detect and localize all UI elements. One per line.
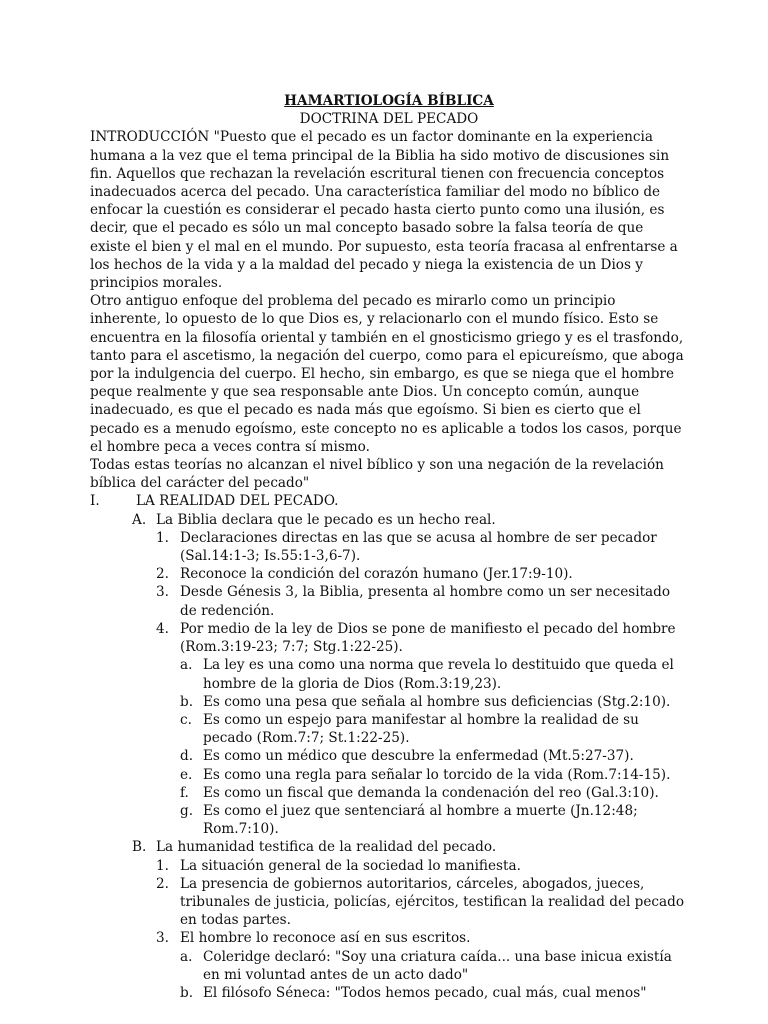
outline-item: 4. Por medio de la ley de Dios se pone de manifiesto el pecado del hombre (Rom.3:19-23; 7:7; Stg.1:22-25). [156,620,676,656]
outline-subitem: a. Coleridge declaró: "Soy una criatura caída... una base inicua existía en mi voluntad antes de un acto dado" [180,948,672,983]
outline-subitem: g. Es como el juez que sentenciará al hombre a muerte (Jn.12:48; Rom.7:10). [180,802,638,838]
outline-subitem: c. Es como un espejo para manifestar al hombre la realidad de su pecado (Rom.7:7; St.1:22-25). [180,711,639,747]
outline-item: 3. Desde Génesis 3, la Biblia, presenta al hombre como un ser necesitado de redención. [156,584,671,619]
outline-item: A. La Biblia declara que le pecado es un hecho real. [132,511,496,528]
outline-subitem: a. La ley es una como una norma que revela lo destituido que queda el hombre de la gloria de Dios (Rom.3:19,23). [180,657,674,692]
outline-subitem: d. Es como un médico que descubre la enfermedad (Mt.5:27-37). [180,748,634,765]
intro-paragraph: Otro antiguo enfoque del problema del pecado es mirarlo como un principio inherente, lo opuesto de lo que Dios es, y relacionarlo con el mundo físico. Esto se encuentra en la filosofía oriental y también en el gnosticismo griego y es el trasfondo, tanto para el ascetismo, la negación del cuerpo, como para el epicureísmo, que aboga por la indulgencia del cuerpo. El hecho, sin embargo, es que se niega que el hombre peque realmente y que sea responsable ante Dios. Un concepto común, aunque inadecuado, es que el pecado es nada más que egoísmo. Si bien es cierto que el pecado es a menudo egoísmo, este concepto no es aplicable a todos los casos, porque el hombre peca a veces contra sí mismo. [90,293,684,455]
document-title: HAMARTIOLOGÍA BÍBLICA [284,93,494,109]
section-number: I. [90,493,100,510]
outline-subitem: b. Es como una pesa que señala al hombre sus deficiencias (Stg.2:10). [180,693,671,710]
outline-subitem: e. Es como una regla para señalar lo torcido de la vida (Rom.7:14-15). [180,766,671,783]
intro-paragraph: INTRODUCCIÓN "Puesto que el pecado es un factor dominante en la experiencia humana a la vez que el tema principal de la Biblia ha sido motivo de discusiones sin fin. Aquellos que rechazan la revelación escritural tienen con frecuencia conceptos inadecuados acerca del pecado. Una característica familiar del modo no bíblico de enfocar la cuestión es considerar el pecado hasta cierto punto como una ilusión, es decir, que el pecado es sólo un mal concepto basado sobre la falsa teoría de que existe el bien y el mal en el mundo. Por supuesto, esta teoría fracasa al enfrentarse a los hechos de la vida y a la maldad del pecado y niega la existencia de un Dios y principios morales. [90,129,678,292]
outline-item: 3. El hombre lo reconoce así en sus escritos. [156,930,471,947]
outline-item: 2. Reconoce la condición del corazón humano (Jer.17:9-10). [156,566,573,583]
intro-paragraph: Todas estas teorías no alcanzan el nivel bíblico y son una negación de la revelación bíblica del carácter del pecado" [90,457,664,492]
outline-item: 1. La situación general de la sociedad lo manifiesta. [156,857,521,874]
outline-subitem: f. Es como un fiscal que demanda la condenación del reo (Gal.3:10). [180,784,659,801]
outline-item: 1. Declaraciones directas en las que se acusa al hombre de ser pecador (Sal.14:1-3; Is.55:1-3,6-7). [156,529,657,565]
outline-item: 2. La presencia de gobiernos autoritarios, cárceles, abogados, jueces, tribunales de justicia, policías, ejércitos, testifican la realidad del pecado en todas partes. [156,875,685,929]
section-heading [90,492,688,510]
document-subtitle: DOCTRINA DEL PECADO [299,111,479,128]
outline-subitem: b. El filósofo Séneca: "Todos hemos pecado, cual más, cual menos" [180,984,647,1001]
section-title: LA REALIDAD DEL PECADO. [136,493,339,510]
outline-item: B. La humanidad testifica de la realidad del pecado. [132,839,497,856]
